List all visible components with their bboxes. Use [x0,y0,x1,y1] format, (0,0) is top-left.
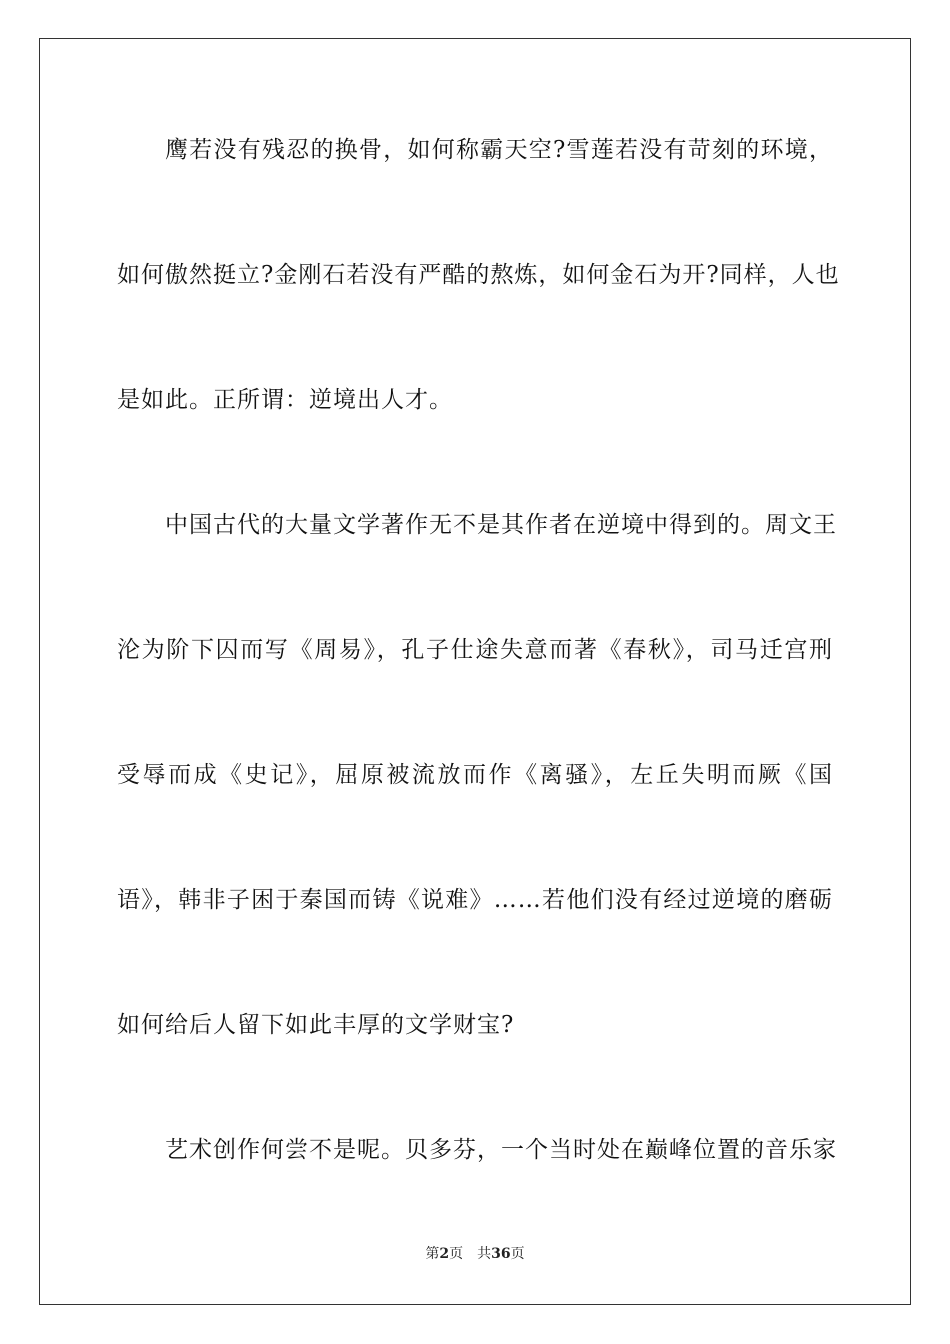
text-line: 如何傲然挺立?金刚石若没有严酷的熬炼，如何金石为开?同样，人也 [117,262,840,288]
text-line: 鹰若没有残忍的换骨，如何称霸天空?雪莲若没有苛刻的环境， [165,137,833,163]
text-line: 艺术创作何尝不是呢。贝多芬，一个当时处在巅峰位置的音乐家 [165,1137,837,1163]
page-suffix: 页 [449,1246,464,1262]
page-prefix: 第 [425,1246,440,1262]
total-suffix: 页 [510,1246,525,1262]
text-line: 中国古代的大量文学著作无不是其作者在逆境中得到的。周文王 [165,512,837,538]
text-line: 是如此。正所谓：逆境出人才。 [117,387,453,413]
text-line: 沦为阶下囚而写《周易》，孔子仕途失意而著《春秋》，司马迁宫刑 [117,637,833,663]
text-line: 如何给后人留下如此丰厚的文学财宝? [117,1012,515,1038]
total-prefix: 共 [477,1246,492,1262]
text-line: 受辱而成《史记》，屈原被流放而作《离骚》，左丘失明而厥《国 [117,762,833,788]
page-number: 2 [439,1246,450,1262]
page-footer [0,1245,950,1263]
text-line: 语》，韩非子困于秦国而铸《说难》……若他们没有经过逆境的磨砺 [117,887,833,913]
total-pages: 36 [491,1246,511,1262]
page-border [39,38,911,1305]
